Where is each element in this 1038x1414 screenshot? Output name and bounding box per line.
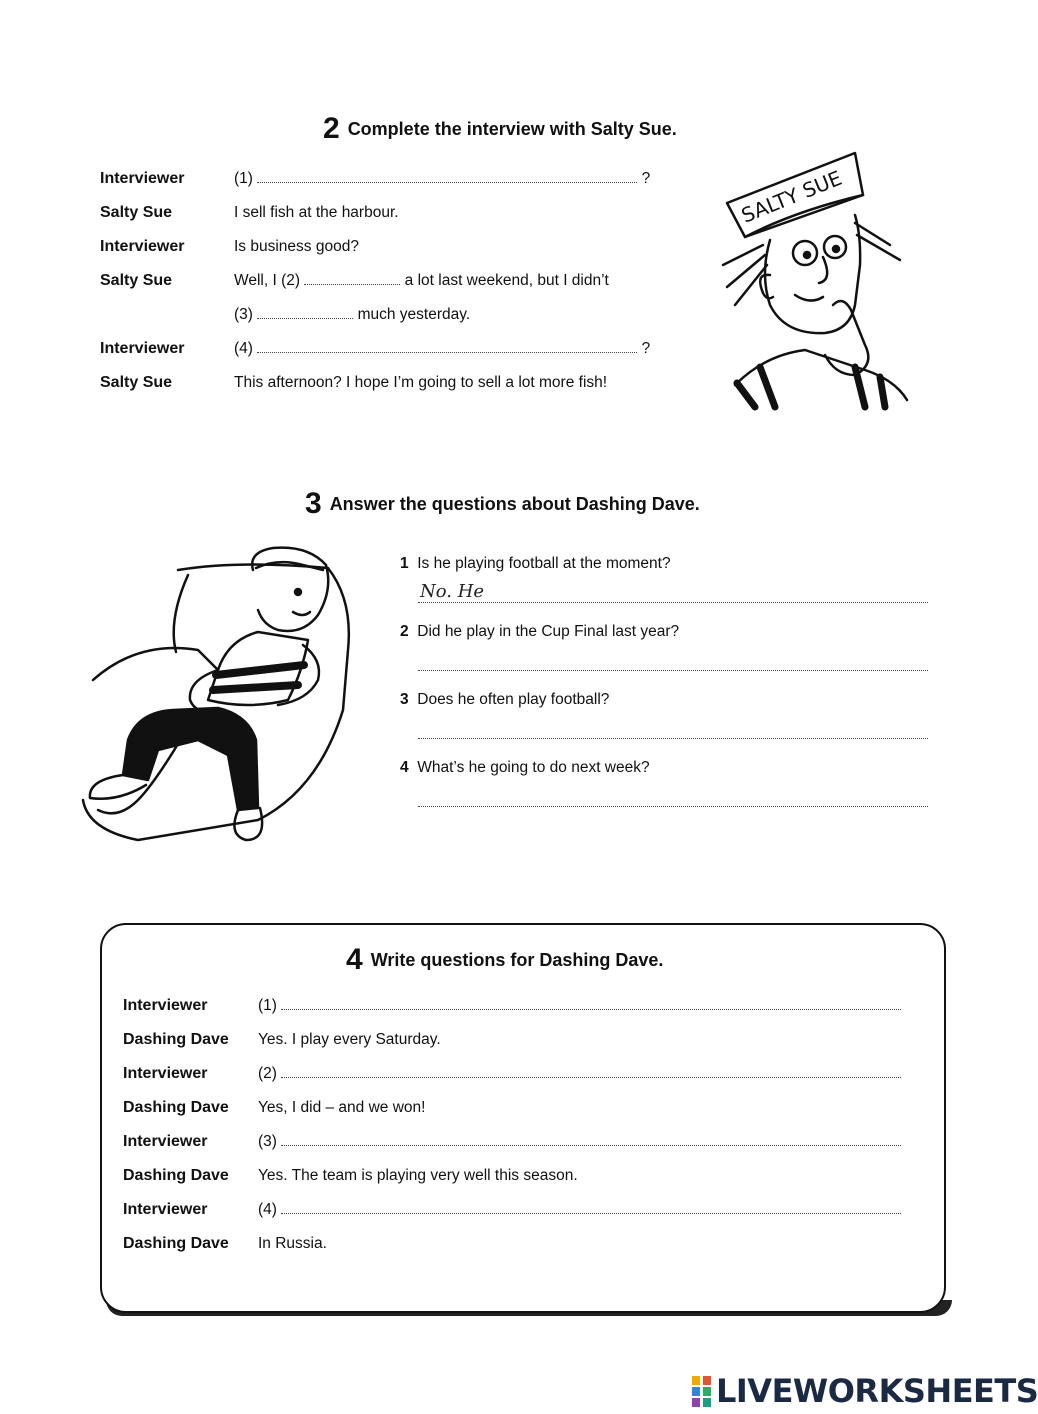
- ex4-speaker: Dashing Dave: [123, 1099, 229, 1116]
- blank-label: (2): [258, 1065, 277, 1082]
- ex4-number: 4: [346, 943, 363, 976]
- ex4-line-2: Yes. I play every Saturday.: [258, 1031, 441, 1048]
- ex3-question-2: [400, 623, 679, 641]
- ex4-title: Write questions for Dashing Dave.: [370, 950, 664, 970]
- ex4-line-5: [258, 1133, 901, 1151]
- blank-label: Well, I (2): [234, 272, 301, 289]
- ex2-line-7: This afternoon? I hope I’m going to sell a lot more fish!: [234, 374, 608, 391]
- ex4-line-6: Yes. The team is playing very well this season.: [258, 1167, 578, 1184]
- ex4-blank-3-input[interactable]: [281, 1133, 901, 1146]
- line-text: much yesterday.: [357, 306, 471, 323]
- ex3-question-3: [400, 691, 609, 709]
- dashing-dave-illustration: [78, 540, 363, 860]
- blank-2-input[interactable]: [304, 272, 400, 285]
- question-text: Is he playing football at the moment?: [417, 555, 671, 572]
- question-text: Does he often play football?: [417, 691, 610, 708]
- ex3-answer-1-value: No. He: [420, 581, 485, 602]
- salty-sue-illustration: [715, 145, 915, 410]
- ex3-title: Answer the questions about Dashing Dave.: [329, 494, 700, 514]
- question-number: 2: [400, 623, 409, 640]
- ex4-box: [100, 923, 946, 1313]
- ex4-line-8: In Russia.: [258, 1235, 327, 1252]
- ex4-speaker: Interviewer: [123, 1065, 208, 1082]
- ex2-line-1: [234, 170, 650, 188]
- ex4-speaker: Dashing Dave: [123, 1167, 229, 1184]
- ex4-heading: [346, 943, 663, 977]
- ex2-line-6: [234, 340, 650, 358]
- ex4-blank-1-input[interactable]: [281, 997, 901, 1010]
- question-mark: ?: [641, 170, 651, 187]
- hat-text: SALTY SUE: [737, 165, 846, 228]
- ex2-number: 2: [323, 112, 340, 145]
- ex2-speaker: Salty Sue: [100, 272, 173, 289]
- ex3-number: 3: [305, 487, 322, 520]
- ex2-line-5: [234, 306, 470, 324]
- line-text: a lot last weekend, but I didn’t: [404, 272, 609, 289]
- ex2-line-3: Is business good?: [234, 238, 359, 255]
- ex4-speaker: Dashing Dave: [123, 1031, 229, 1048]
- ex4-blank-2-input[interactable]: [281, 1065, 901, 1078]
- ex4-line-3: [258, 1065, 901, 1083]
- question-number: 1: [400, 555, 409, 572]
- ex3-question-1: [400, 555, 671, 573]
- ex2-speaker: Salty Sue: [100, 374, 173, 391]
- ex2-heading: [323, 112, 677, 146]
- blank-3-input[interactable]: [257, 306, 353, 319]
- ex4-speaker: Interviewer: [123, 1201, 208, 1218]
- liveworksheets-logo: [690, 1372, 1038, 1410]
- ex2-line-2: I sell fish at the harbour.: [234, 204, 399, 221]
- question-number: 3: [400, 691, 409, 708]
- ex4-speaker: Interviewer: [123, 1133, 208, 1150]
- ex3-question-4: [400, 759, 650, 777]
- ex2-speaker: Interviewer: [100, 340, 185, 357]
- ex2-line-4: [234, 272, 609, 290]
- ex4-line-7: [258, 1201, 901, 1219]
- ex3-answer-4-input[interactable]: [418, 806, 928, 807]
- blank-label: (1): [258, 997, 277, 1014]
- question-mark: ?: [641, 340, 651, 357]
- ex3-answer-3-input[interactable]: [418, 738, 928, 739]
- blank-4-input[interactable]: [257, 340, 637, 353]
- ex3-heading: [305, 487, 700, 521]
- blank-1-input[interactable]: [257, 170, 637, 183]
- ex3-answer-1-input[interactable]: [418, 602, 928, 603]
- blank-label: (3): [234, 306, 253, 323]
- ex2-speaker: Salty Sue: [100, 204, 173, 221]
- ex4-blank-4-input[interactable]: [281, 1201, 901, 1214]
- question-text: Did he play in the Cup Final last year?: [417, 623, 680, 640]
- ex4-speaker: Interviewer: [123, 997, 208, 1014]
- blank-label: (4): [258, 1201, 277, 1218]
- blank-label: (1): [234, 170, 253, 187]
- ex2-speaker: Interviewer: [100, 238, 185, 255]
- ex2-title: Complete the interview with Salty Sue.: [347, 119, 677, 139]
- blank-label: (3): [258, 1133, 277, 1150]
- logo-icon: [690, 1374, 716, 1408]
- question-text: What’s he going to do next week?: [417, 759, 650, 776]
- logo-text: LIVEWORKSHEETS: [716, 1372, 1038, 1410]
- ex4-speaker: Dashing Dave: [123, 1235, 229, 1252]
- ex4-line-1: [258, 997, 901, 1015]
- ex2-speaker: Interviewer: [100, 170, 185, 187]
- question-number: 4: [400, 759, 409, 776]
- ex3-answer-2-input[interactable]: [418, 670, 928, 671]
- blank-label: (4): [234, 340, 253, 357]
- ex4-line-4: Yes, I did – and we won!: [258, 1099, 426, 1116]
